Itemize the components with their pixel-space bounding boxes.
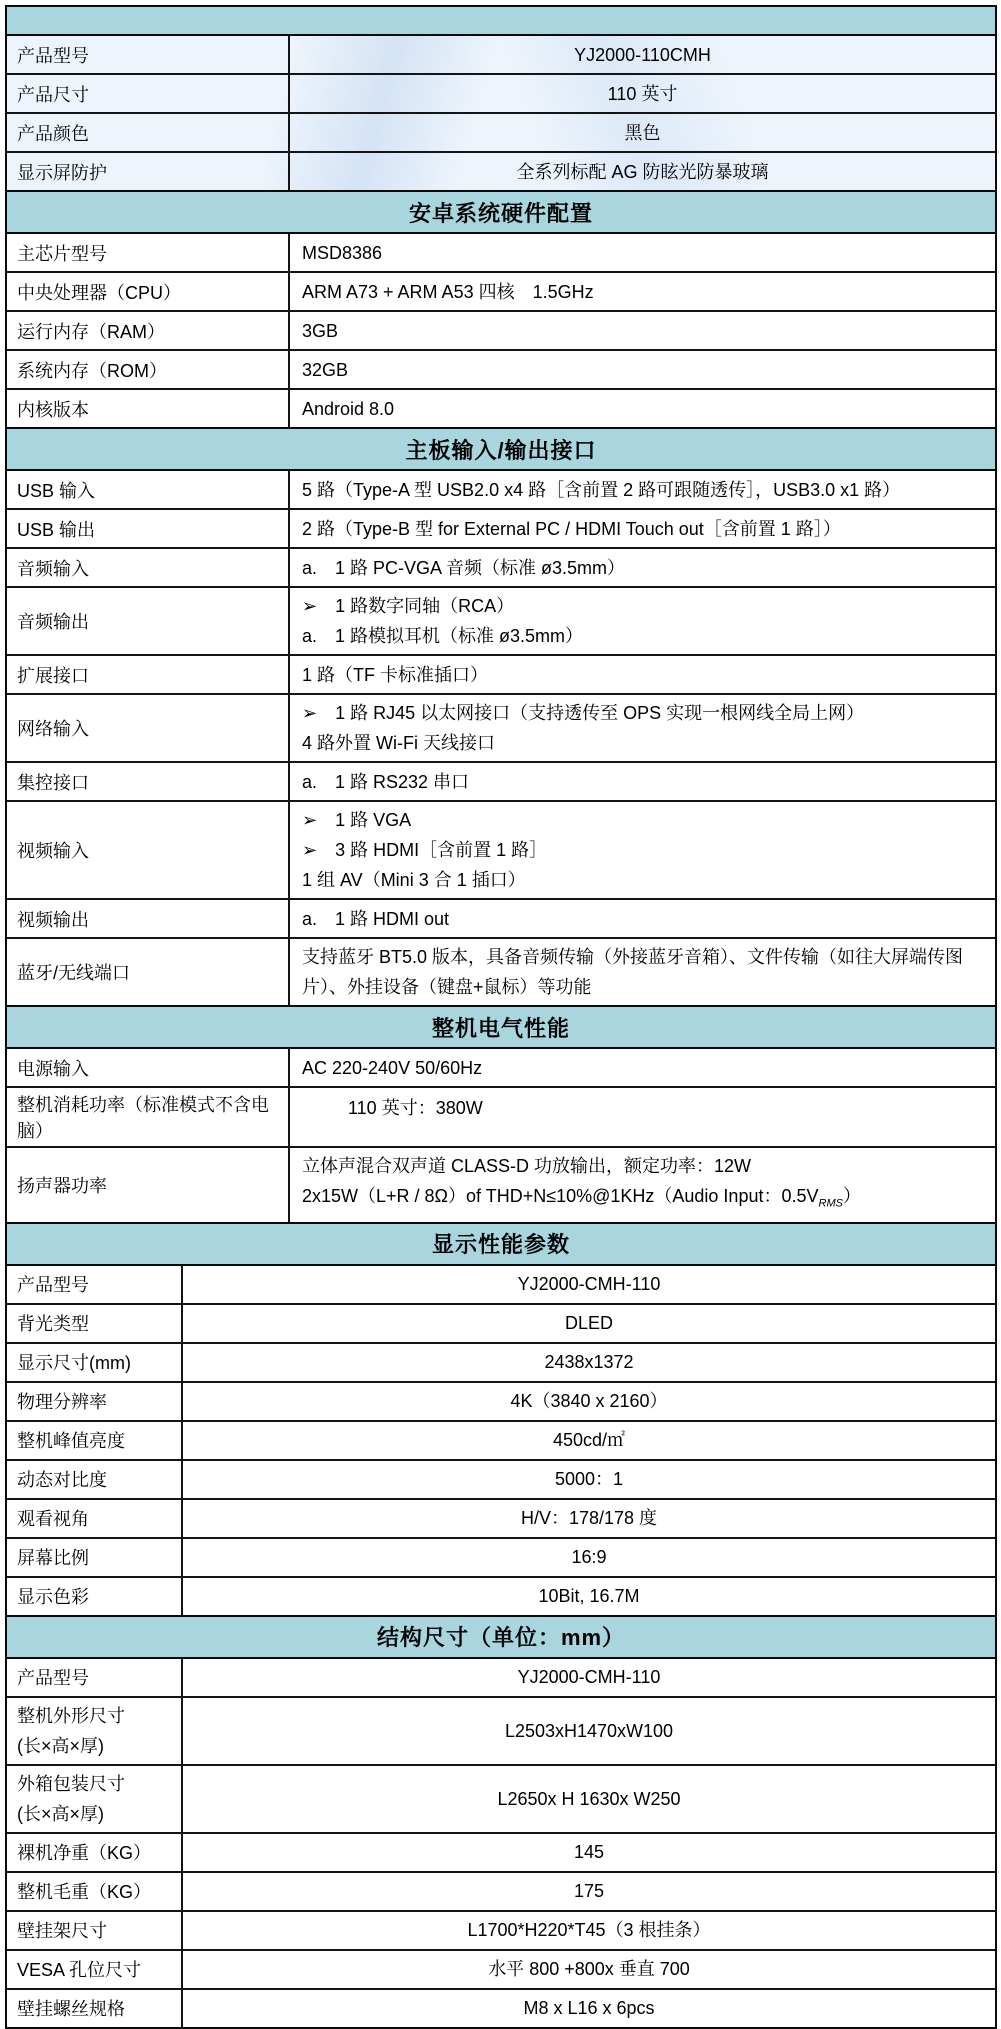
value-line: 1 路（TF 卡标准插口） bbox=[302, 664, 489, 685]
spec-row bbox=[7, 36, 995, 73]
section-header-electrical: 整机电气性能 bbox=[7, 1005, 995, 1049]
row-value bbox=[183, 1951, 995, 1988]
value-line: AC 220-240V 50/60Hz bbox=[302, 1057, 483, 1078]
spec-row bbox=[7, 1659, 995, 1696]
row-label: 动态对比度 bbox=[7, 1461, 183, 1498]
row-value bbox=[183, 1659, 995, 1696]
row-label: 集控接口 bbox=[7, 763, 290, 800]
value-line: ARM A73 + ARM A53 四核 1.5GHz bbox=[302, 281, 594, 302]
section-header-io-ports: 主板输入/输出接口 bbox=[7, 427, 995, 471]
row-label: USB 输入 bbox=[7, 471, 290, 508]
value-line: 黑色 bbox=[624, 122, 661, 143]
spec-row bbox=[7, 271, 995, 310]
section-body-display bbox=[7, 1266, 995, 1615]
spec-row bbox=[7, 693, 995, 761]
row-value bbox=[183, 1698, 995, 1764]
value-line: a. 1 路 PC-VGA 音频（标准 ø3.5mm） bbox=[302, 557, 626, 578]
section-header-dimensions: 结构尺寸（单位：mm） bbox=[7, 1615, 995, 1659]
row-label: 显示尺寸(mm) bbox=[7, 1344, 183, 1381]
value-line: Android 8.0 bbox=[302, 398, 395, 419]
row-label: 系统内存（ROM） bbox=[7, 351, 290, 388]
row-value bbox=[290, 1049, 995, 1086]
row-value bbox=[183, 1461, 995, 1498]
row-label: 视频输出 bbox=[7, 900, 290, 937]
row-value bbox=[290, 802, 995, 898]
row-label: 中央处理器（CPU） bbox=[7, 273, 290, 310]
row-value bbox=[183, 1539, 995, 1576]
row-value bbox=[290, 656, 995, 693]
row-value bbox=[183, 1873, 995, 1910]
value-line: 145 bbox=[573, 1842, 605, 1863]
row-value bbox=[290, 939, 995, 1005]
value-line: 2438x1372 bbox=[544, 1352, 634, 1373]
spec-row bbox=[7, 1049, 995, 1086]
spec-row bbox=[7, 1696, 995, 1764]
row-label: 扬声器功率 bbox=[7, 1148, 290, 1222]
value-line: 2 路（Type-B 型 for External PC / HDMI Touch out［含前置 1 路］） bbox=[302, 518, 841, 539]
label-line: 外箱包装尺寸 bbox=[17, 1773, 125, 1794]
spec-row bbox=[7, 1146, 995, 1222]
spec-row bbox=[7, 73, 995, 112]
row-label: 运行内存（RAM） bbox=[7, 312, 290, 349]
row-value bbox=[183, 1266, 995, 1303]
row-label: 屏幕比例 bbox=[7, 1539, 183, 1576]
row-label: 主芯片型号 bbox=[7, 234, 290, 271]
row-label: 音频输入 bbox=[7, 549, 290, 586]
spec-row bbox=[7, 1988, 995, 2027]
row-value bbox=[290, 1088, 995, 1146]
row-value bbox=[183, 1766, 995, 1832]
value-segment: 2x15W（L+R / 8Ω）of THD+N≤10%@1KHz（Audio Input：0.5V bbox=[302, 1186, 819, 1206]
row-label bbox=[7, 1698, 183, 1764]
row-value bbox=[290, 549, 995, 586]
row-label: 蓝牙/无线端口 bbox=[7, 939, 290, 1005]
section-body-electrical bbox=[7, 1049, 995, 1222]
row-value bbox=[290, 390, 995, 427]
value-line: 全系列标配 AG 防眩光防暴玻璃 bbox=[516, 161, 769, 182]
section-header-android-hw: 安卓系统硬件配置 bbox=[7, 190, 995, 234]
row-label bbox=[7, 1766, 183, 1832]
row-label: 电源输入 bbox=[7, 1049, 290, 1086]
row-value bbox=[290, 588, 995, 654]
spec-row bbox=[7, 1871, 995, 1910]
row-value bbox=[290, 312, 995, 349]
value-line: L1700*H220*T45（3 根挂条） bbox=[467, 1920, 711, 1941]
value-line: ➢ 1 路 VGA bbox=[302, 810, 412, 830]
row-value bbox=[290, 763, 995, 800]
value-line: 32GB bbox=[302, 359, 349, 380]
value-line: 1 组 AV（Mini 3 合 1 插口） bbox=[302, 870, 526, 890]
row-label: 整机峰值亮度 bbox=[7, 1422, 183, 1459]
spec-row bbox=[7, 388, 995, 427]
value-line: YJ2000-CMH-110 bbox=[517, 1667, 661, 1688]
spec-row bbox=[7, 1459, 995, 1498]
row-label: 产品尺寸 bbox=[7, 75, 290, 112]
spec-row bbox=[7, 1086, 995, 1146]
row-value bbox=[290, 471, 995, 508]
value-line: a. 1 路模拟耳机（标准 ø3.5mm） bbox=[302, 626, 584, 646]
value-line: MSD8386 bbox=[302, 242, 383, 263]
spec-row bbox=[7, 471, 995, 508]
row-value bbox=[290, 114, 995, 151]
value-line: 5 路（Type-A 型 USB2.0 x4 路［含前置 2 路可跟随透传］，USB3.0 x1 路） bbox=[302, 479, 901, 500]
spec-row bbox=[7, 1266, 995, 1303]
spec-row bbox=[7, 1303, 995, 1342]
value-line: ➢ 1 路数字同轴（RCA） bbox=[302, 596, 515, 616]
value-line bbox=[302, 1181, 861, 1219]
spec-row bbox=[7, 151, 995, 190]
row-value bbox=[183, 1990, 995, 2027]
row-value bbox=[290, 153, 995, 190]
section-body-android-hw bbox=[7, 234, 995, 427]
spec-row bbox=[7, 1537, 995, 1576]
value-line: a. 1 路 RS232 串口 bbox=[302, 771, 470, 792]
spec-row bbox=[7, 1576, 995, 1615]
value-line: 4 路外置 Wi-Fi 天线接口 bbox=[302, 733, 495, 753]
spec-row bbox=[7, 234, 995, 271]
top-banner bbox=[7, 7, 995, 36]
row-value bbox=[290, 900, 995, 937]
value-line: YJ2000-CMH-110 bbox=[517, 1274, 661, 1295]
value-line: H/V：178/178 度 bbox=[520, 1508, 658, 1529]
value-line: 立体声混合双声道 CLASS-D 功放输出，额定功率：12W bbox=[302, 1156, 752, 1176]
value-line: 水平 800 +800x 垂直 700 bbox=[488, 1959, 690, 1980]
spec-row bbox=[7, 1910, 995, 1949]
value-line: 110 英寸：380W bbox=[348, 1098, 483, 1118]
value-line: a. 1 路 HDMI out bbox=[302, 908, 450, 929]
spec-row bbox=[7, 349, 995, 388]
section-body-dimensions bbox=[7, 1659, 995, 2027]
spec-row bbox=[7, 1949, 995, 1988]
row-value bbox=[290, 1148, 995, 1222]
spec-row bbox=[7, 937, 995, 1005]
row-value bbox=[183, 1912, 995, 1949]
row-value bbox=[290, 75, 995, 112]
row-label: 壁挂架尺寸 bbox=[7, 1912, 183, 1949]
label-line: (长×高×厚) bbox=[17, 1803, 105, 1824]
row-value bbox=[183, 1422, 995, 1459]
row-label: 扩展接口 bbox=[7, 656, 290, 693]
row-label: VESA 孔位尺寸 bbox=[7, 1951, 183, 1988]
row-label: 产品型号 bbox=[7, 1266, 183, 1303]
value-line: 175 bbox=[573, 1881, 605, 1902]
value-line: 5000：1 bbox=[554, 1469, 624, 1490]
spec-row bbox=[7, 761, 995, 800]
row-label: 显示色彩 bbox=[7, 1578, 183, 1615]
value-subscript: RMS bbox=[818, 1197, 843, 1210]
value-line: 110 英寸 bbox=[607, 83, 678, 104]
spec-row bbox=[7, 1498, 995, 1537]
value-line: ➢ 3 路 HDMI［含前置 1 路］ bbox=[302, 840, 548, 860]
row-label: 网络输入 bbox=[7, 695, 290, 761]
row-value bbox=[183, 1500, 995, 1537]
row-label: 观看视角 bbox=[7, 1500, 183, 1537]
row-value bbox=[290, 695, 995, 761]
row-label: 壁挂螺丝规格 bbox=[7, 1990, 183, 2027]
label-line: (长×高×厚) bbox=[17, 1735, 105, 1756]
row-value bbox=[290, 36, 995, 73]
row-value bbox=[290, 351, 995, 388]
row-label: 音频输出 bbox=[7, 588, 290, 654]
value-line: YJ2000-110CMH bbox=[574, 44, 711, 65]
spec-row bbox=[7, 1420, 995, 1459]
value-line: 450cd/㎡ bbox=[552, 1430, 626, 1451]
spec-row bbox=[7, 800, 995, 898]
value-line: L2650x H 1630x W250 bbox=[497, 1788, 681, 1809]
spec-row bbox=[7, 310, 995, 349]
row-value bbox=[183, 1578, 995, 1615]
value-segment: ） bbox=[842, 1186, 861, 1206]
row-label: USB 输出 bbox=[7, 510, 290, 547]
row-label: 视频输入 bbox=[7, 802, 290, 898]
row-value bbox=[183, 1344, 995, 1381]
row-label: 产品颜色 bbox=[7, 114, 290, 151]
spec-row bbox=[7, 547, 995, 586]
value-line: DLED bbox=[564, 1313, 613, 1334]
section-header-display: 显示性能参数 bbox=[7, 1222, 995, 1266]
value-line: L2503xH1470xW100 bbox=[504, 1720, 674, 1741]
spec-row bbox=[7, 1764, 995, 1832]
value-line: 支持蓝牙 BT5.0 版本，具备音频传输（外接蓝牙音箱）、文件传输（如往大屏端传图片）、外挂设备（键盘+鼠标）等功能 bbox=[302, 947, 964, 997]
row-label: 产品型号 bbox=[7, 36, 290, 73]
row-label: 整机毛重（KG） bbox=[7, 1873, 183, 1910]
row-value bbox=[290, 273, 995, 310]
row-value bbox=[183, 1383, 995, 1420]
row-label: 背光类型 bbox=[7, 1305, 183, 1342]
value-line: ➢ 1 路 RJ45 以太网接口（支持透传至 OPS 实现一根网线全局上网） bbox=[302, 703, 865, 723]
row-label: 产品型号 bbox=[7, 1659, 183, 1696]
value-line: 4K（3840 x 2160） bbox=[510, 1391, 668, 1412]
row-label: 显示屏防护 bbox=[7, 153, 290, 190]
spec-row bbox=[7, 1832, 995, 1871]
row-label: 内核版本 bbox=[7, 390, 290, 427]
row-value bbox=[183, 1305, 995, 1342]
row-label: 物理分辨率 bbox=[7, 1383, 183, 1420]
spec-row bbox=[7, 1381, 995, 1420]
row-value bbox=[183, 1834, 995, 1871]
spec-row bbox=[7, 508, 995, 547]
value-line: 10Bit, 16.7M bbox=[538, 1586, 640, 1607]
spec-row bbox=[7, 586, 995, 654]
row-value bbox=[290, 234, 995, 271]
value-line: M8 x L16 x 6pcs bbox=[523, 1998, 655, 2019]
row-value bbox=[290, 510, 995, 547]
spec-row bbox=[7, 654, 995, 693]
row-label: 整机消耗功率（标准模式不含电脑） bbox=[7, 1088, 290, 1146]
spec-row bbox=[7, 898, 995, 937]
spec-table bbox=[5, 5, 997, 2029]
value-line: 16:9 bbox=[571, 1547, 607, 1568]
section-body-general bbox=[7, 36, 995, 190]
value-line: 3GB bbox=[302, 320, 339, 341]
row-label: 裸机净重（KG） bbox=[7, 1834, 183, 1871]
spec-row bbox=[7, 1342, 995, 1381]
spec-row bbox=[7, 112, 995, 151]
section-body-io-ports bbox=[7, 471, 995, 1005]
label-line: 整机外形尺寸 bbox=[17, 1705, 125, 1726]
